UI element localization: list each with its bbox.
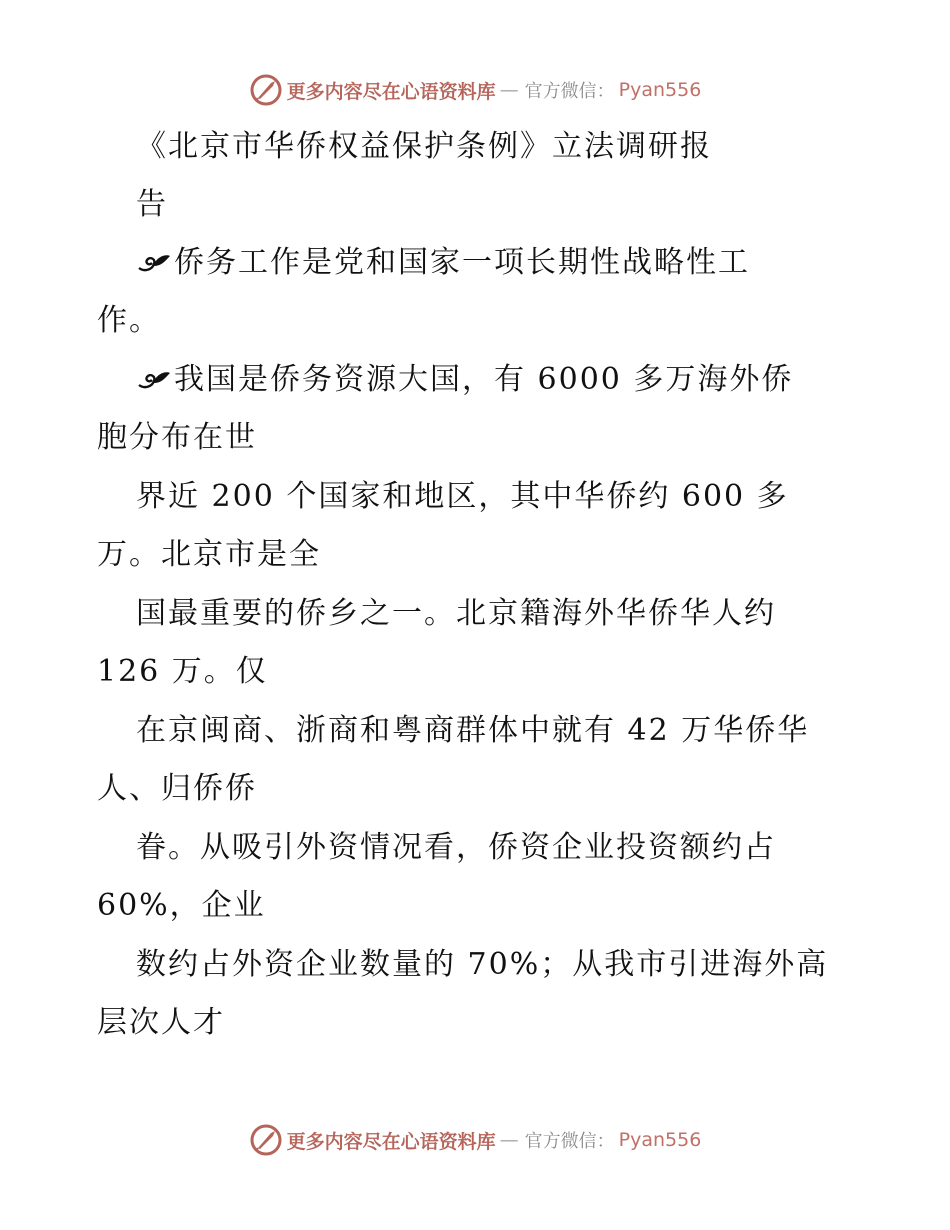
paragraph-line: 数约占外资企业数量的 70%；从我市引进海外高 (136, 947, 829, 982)
watermark-text: 更多内容尽在心语资料库 (286, 1130, 496, 1153)
watermark-wechat-label: 官方微信： (524, 1131, 615, 1152)
paragraph-line (136, 245, 750, 281)
document-title-line-2: 告 (136, 187, 168, 222)
paragraph-line: 眷。从吸引外资情况看，侨资企业投资额约占 (136, 830, 776, 865)
paragraph-line: 层次人才 (97, 1005, 225, 1040)
leaf-bullet-icon (136, 250, 172, 274)
quill-logo-icon (249, 73, 283, 107)
footer-watermark (0, 1120, 950, 1160)
paragraph-line: 国最重要的侨乡之一。北京籍海外华侨华人约 (136, 596, 776, 631)
paragraph-line: 126 万。仅 (97, 654, 268, 689)
paragraph-line: 界近 200 个国家和地区，其中华侨约 600 多 (136, 479, 789, 514)
paragraph-line: 胞分布在世 (97, 420, 257, 455)
document-title-line-1: 《北京市华侨权益保护条例》立法调研报 (136, 129, 712, 164)
paragraph-line: 万。北京市是全 (97, 537, 321, 572)
watermark-wechat-label: 官方微信： (524, 81, 615, 102)
watermark-wechat-id: Pyan556 (618, 79, 702, 101)
quill-logo-icon (249, 1123, 283, 1157)
paragraph-line: 人、归侨侨 (97, 771, 257, 806)
leaf-bullet-icon (136, 367, 172, 391)
watermark-separator: — (499, 79, 519, 101)
watermark-text: 更多内容尽在心语资料库 (286, 80, 496, 103)
watermark-wechat-id: Pyan556 (618, 1129, 702, 1151)
paragraph-line: 作。 (97, 303, 161, 338)
paragraph-text: 侨务工作是党和国家一项长期性战略性工 (174, 245, 750, 280)
paragraph-line: 在京闽商、浙商和粤商群体中就有 42 万华侨华 (136, 713, 810, 748)
watermark-separator: — (499, 1129, 519, 1151)
paragraph-text: 我国是侨务资源大国，有 6000 多万海外侨 (174, 362, 794, 397)
paragraph-line (136, 362, 793, 398)
paragraph-line: 60%，企业 (97, 888, 266, 923)
header-watermark (0, 70, 950, 110)
